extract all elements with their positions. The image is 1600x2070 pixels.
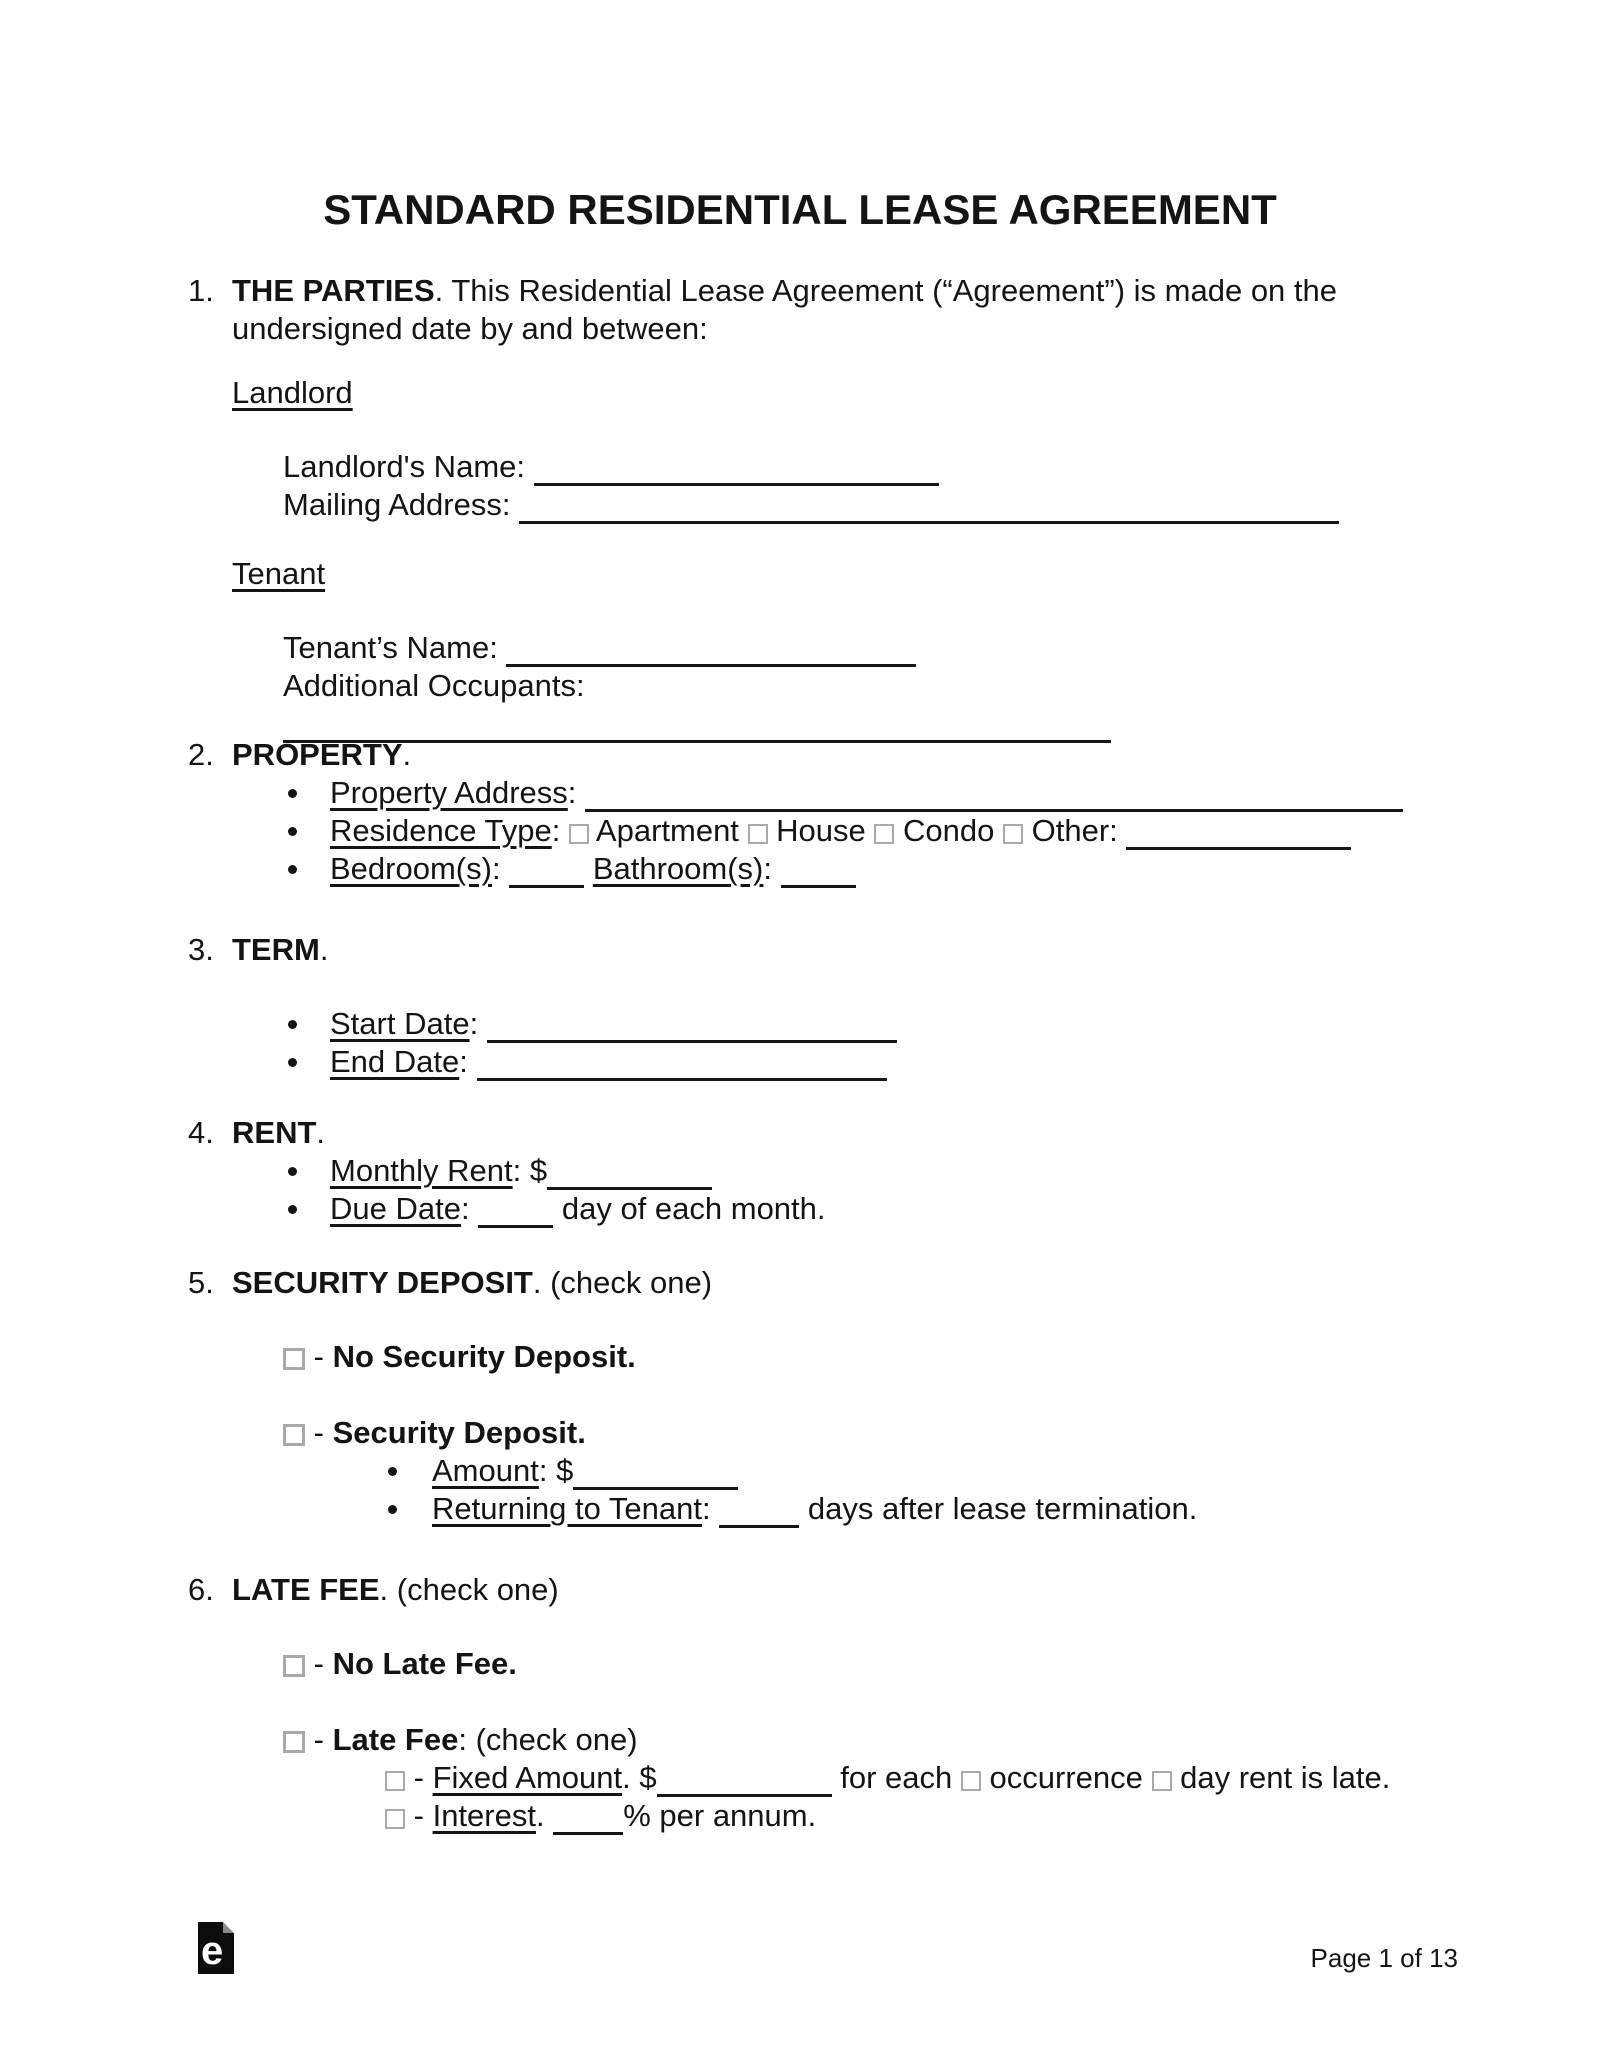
section-number: 5. xyxy=(188,1265,214,1300)
mailing-address-row xyxy=(232,486,1412,524)
section-term xyxy=(188,931,1412,1081)
bedrooms-bathrooms-row: Bedroom(s): Bathroom(s): xyxy=(232,850,1412,888)
end-date-label: End Date xyxy=(330,1044,460,1079)
rent-heading: RENT. xyxy=(232,1115,326,1150)
landlord-name-label: Landlord's Name: xyxy=(283,449,525,484)
fixed-amount-label: Fixed Amount xyxy=(432,1760,623,1795)
late-fee-label: Late Fee xyxy=(332,1722,459,1757)
house-checkbox[interactable] xyxy=(748,824,768,844)
property-address-label: Property Address xyxy=(330,775,568,810)
late-fee-heading: LATE FEE. (check one) xyxy=(232,1572,559,1607)
bedrooms-blank[interactable] xyxy=(509,851,584,888)
deposit-amount-row: Amount: $ xyxy=(232,1452,1412,1490)
apartment-checkbox[interactable] xyxy=(569,824,589,844)
monthly-rent-label: Monthly Rent xyxy=(330,1153,513,1188)
bullet-icon xyxy=(288,1058,297,1067)
fixed-amount-row: - Fixed Amount. $ for each occurrence day rent is late. xyxy=(232,1759,1412,1797)
no-late-fee-checkbox[interactable] xyxy=(283,1655,305,1677)
parties-paragraph: THE PARTIES. This Residential Lease Agreement (“Agreement”) is made on the undersigned date by and between: xyxy=(232,273,1338,346)
bathrooms-blank[interactable] xyxy=(781,851,856,888)
e-document-logo-icon: e xyxy=(198,1922,234,1974)
due-date-label: Due Date xyxy=(330,1191,461,1226)
start-date-blank[interactable] xyxy=(487,1006,897,1043)
section-number: 2. xyxy=(188,737,214,772)
mailing-address-label: Mailing Address: xyxy=(283,487,511,522)
interest-label: Interest xyxy=(432,1798,536,1833)
interest-suffix: % per annum. xyxy=(623,1798,817,1833)
other-checkbox[interactable] xyxy=(1003,824,1023,844)
other-residence-blank[interactable] xyxy=(1126,813,1351,850)
day-rent-late-checkbox[interactable] xyxy=(1152,1771,1172,1791)
landlord-heading: Landlord xyxy=(232,375,353,410)
bullet-icon xyxy=(288,789,297,798)
parties-heading: THE PARTIES xyxy=(232,273,435,308)
tenant-name-label: Tenant’s Name: xyxy=(283,630,498,665)
section-late-fee xyxy=(188,1571,1412,1835)
residence-type-row: Residence Type: Apartment House Condo Other: xyxy=(232,812,1412,850)
late-fee-checkbox[interactable] xyxy=(283,1731,305,1753)
security-deposit-checkbox[interactable] xyxy=(283,1424,305,1446)
no-security-deposit-row: - No Security Deposit. xyxy=(232,1338,1412,1376)
fixed-amount-blank[interactable] xyxy=(657,1760,832,1797)
day-rent-late-label: day rent is late. xyxy=(1180,1760,1391,1795)
deposit-amount-blank[interactable] xyxy=(573,1453,738,1490)
page-indicator: Page 1 of 13 xyxy=(1310,1943,1458,1973)
landlord-name-row xyxy=(232,448,1412,486)
section-property xyxy=(188,736,1412,888)
landlord-name-blank[interactable] xyxy=(534,449,939,486)
due-date-row: Due Date: day of each month. xyxy=(232,1190,1412,1228)
section-the-parties xyxy=(188,272,1412,743)
additional-occupants-row xyxy=(232,667,1412,743)
house-option-label: House xyxy=(776,813,866,848)
tenant-heading: Tenant xyxy=(232,556,326,591)
returning-suffix: days after lease termination. xyxy=(807,1491,1198,1526)
interest-row: - Interest. % per annum. xyxy=(232,1797,1412,1835)
fixed-amount-middle-text: for each xyxy=(840,1760,953,1795)
start-date-row: Start Date: xyxy=(232,1005,1412,1043)
returning-to-tenant-label: Returning to Tenant xyxy=(432,1491,703,1526)
interest-checkbox[interactable] xyxy=(385,1809,405,1829)
bullet-icon xyxy=(388,1505,397,1514)
no-security-deposit-checkbox[interactable] xyxy=(283,1348,305,1370)
bullet-icon xyxy=(288,1167,297,1176)
bathrooms-label: Bathroom(s) xyxy=(592,851,764,886)
apartment-option-label: Apartment xyxy=(595,813,739,848)
bullet-icon xyxy=(288,1205,297,1214)
security-deposit-label: Security Deposit. xyxy=(332,1415,586,1450)
start-date-label: Start Date xyxy=(330,1006,470,1041)
dollar-sign: $ xyxy=(556,1453,574,1488)
tenant-name-row xyxy=(232,629,1412,667)
end-date-row: End Date: xyxy=(232,1043,1412,1081)
section-number: 1. xyxy=(188,273,214,308)
page-fold-icon xyxy=(223,1922,234,1933)
residence-type-label: Residence Type xyxy=(330,813,552,848)
section-number: 3. xyxy=(188,932,214,967)
due-date-suffix: day of each month. xyxy=(561,1191,826,1226)
deposit-amount-label: Amount xyxy=(432,1453,539,1488)
no-security-deposit-label: No Security Deposit. xyxy=(332,1339,636,1374)
property-address-row: Property Address: xyxy=(232,774,1412,812)
other-option-label: Other: xyxy=(1031,813,1118,848)
property-address-blank[interactable] xyxy=(585,775,1403,812)
no-late-fee-label: No Late Fee. xyxy=(332,1646,517,1681)
bullet-icon xyxy=(288,1020,297,1029)
section-number: 6. xyxy=(188,1572,214,1607)
occurrence-checkbox[interactable] xyxy=(961,1771,981,1791)
monthly-rent-row: Monthly Rent: $ xyxy=(232,1152,1412,1190)
security-deposit-heading: SECURITY DEPOSIT. (check one) xyxy=(232,1265,713,1300)
returning-to-tenant-row: Returning to Tenant: days after lease termination. xyxy=(232,1490,1412,1528)
property-heading: PROPERTY. xyxy=(232,737,412,772)
term-heading: TERM. xyxy=(232,932,329,967)
bullet-icon xyxy=(288,827,297,836)
end-date-blank[interactable] xyxy=(477,1044,887,1081)
dollar-sign: $ xyxy=(529,1153,548,1188)
additional-occupants-label: Additional Occupants: xyxy=(283,668,585,703)
late-fee-row: - Late Fee: (check one) xyxy=(232,1721,1412,1759)
interest-rate-blank[interactable] xyxy=(553,1798,623,1835)
condo-checkbox[interactable] xyxy=(874,824,894,844)
no-late-fee-row: - No Late Fee. xyxy=(232,1645,1412,1683)
monthly-rent-blank[interactable] xyxy=(547,1153,712,1190)
section-security-deposit xyxy=(188,1264,1412,1528)
returning-days-blank[interactable] xyxy=(719,1491,799,1528)
document-title: STANDARD RESIDENTIAL LEASE AGREEMENT xyxy=(323,186,1277,233)
section-rent xyxy=(188,1114,1412,1228)
bullet-icon xyxy=(288,865,297,874)
section-number: 4. xyxy=(188,1115,214,1150)
due-date-blank[interactable] xyxy=(478,1191,553,1228)
condo-option-label: Condo xyxy=(903,813,995,848)
bullet-icon xyxy=(388,1467,397,1476)
fixed-amount-checkbox[interactable] xyxy=(385,1771,405,1791)
tenant-name-blank[interactable] xyxy=(506,630,916,667)
bedrooms-label: Bedroom(s) xyxy=(330,851,492,886)
security-deposit-row: - Security Deposit. xyxy=(232,1414,1412,1452)
dollar-sign: $ xyxy=(639,1760,657,1795)
mailing-address-blank[interactable] xyxy=(519,487,1339,524)
occurrence-label: occurrence xyxy=(989,1760,1143,1795)
